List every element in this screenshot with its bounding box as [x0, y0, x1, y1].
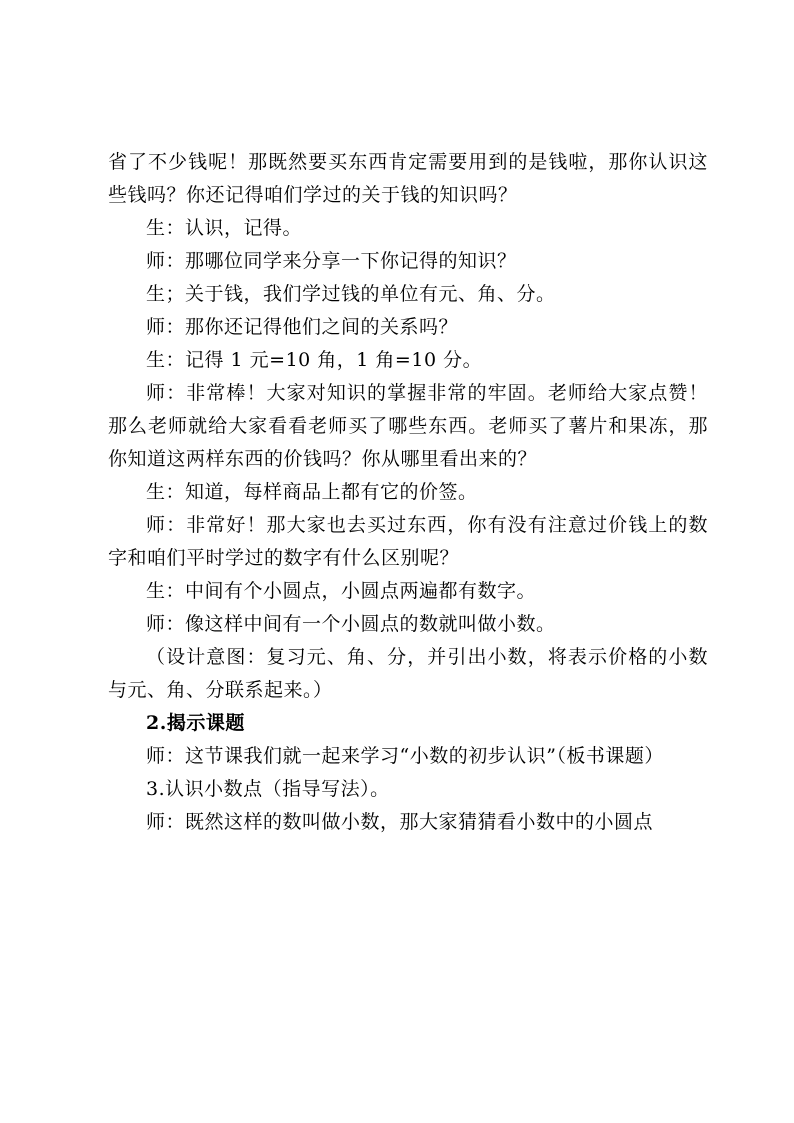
paragraph: 师：那哪位同学来分享一下你记得的知识？ — [146, 250, 517, 272]
paragraph: 师：既然这样的数叫做小数，那大家猜猜看小数中的小圆点 — [146, 811, 654, 833]
paragraph: 生；关于钱，我们学过钱的单位有元、角、分。 — [146, 283, 556, 305]
paragraph: 师：非常好！那大家也去买过东西，你有没有注意过价钱上的数字和咱们平时学过的数字有什么区别呢？ — [108, 514, 708, 569]
paragraph: 师：像这样中间有一个小圆点的数就叫做小数。 — [146, 613, 556, 635]
paragraph: 省了不少钱呢！那既然要买东西肯定需要用到的是钱啦，那你认识这些钱吗？你还记得咱们学过的关于钱的知识吗？ — [108, 151, 708, 206]
paragraph: 生：中间有个小圆点，小圆点两遍都有数字。 — [146, 580, 537, 602]
paragraph: 生：认识，记得。 — [146, 217, 303, 239]
section-heading: 2.揭示课题 — [146, 712, 245, 734]
design-intent-note: （设计意图：复习元、角、分，并引出小数，将表示价格的小数与元、角、分联系起来。） — [108, 646, 708, 701]
paragraph: 师：那你还记得他们之间的关系吗？ — [146, 316, 459, 338]
paragraph: 师：非常棒！大家对知识的掌握非常的牢固。老师给大家点赞！那么老师就给大家看看老师买了哪些东西。老师买了薯片和果冻，那你知道这两样东西的价钱吗？你从哪里看出来的？ — [108, 382, 708, 470]
paragraph: 生：知道，每样商品上都有它的价签。 — [146, 481, 478, 503]
paragraph: 师：这节课我们就一起来学习“小数的初步认识”（板书课题） — [146, 745, 664, 767]
section-heading: 3.认识小数点（指导写法）。 — [146, 778, 390, 800]
paragraph: 生：记得 1 元=10 角，1 角=10 分。 — [146, 349, 483, 371]
document-body — [108, 146, 708, 839]
